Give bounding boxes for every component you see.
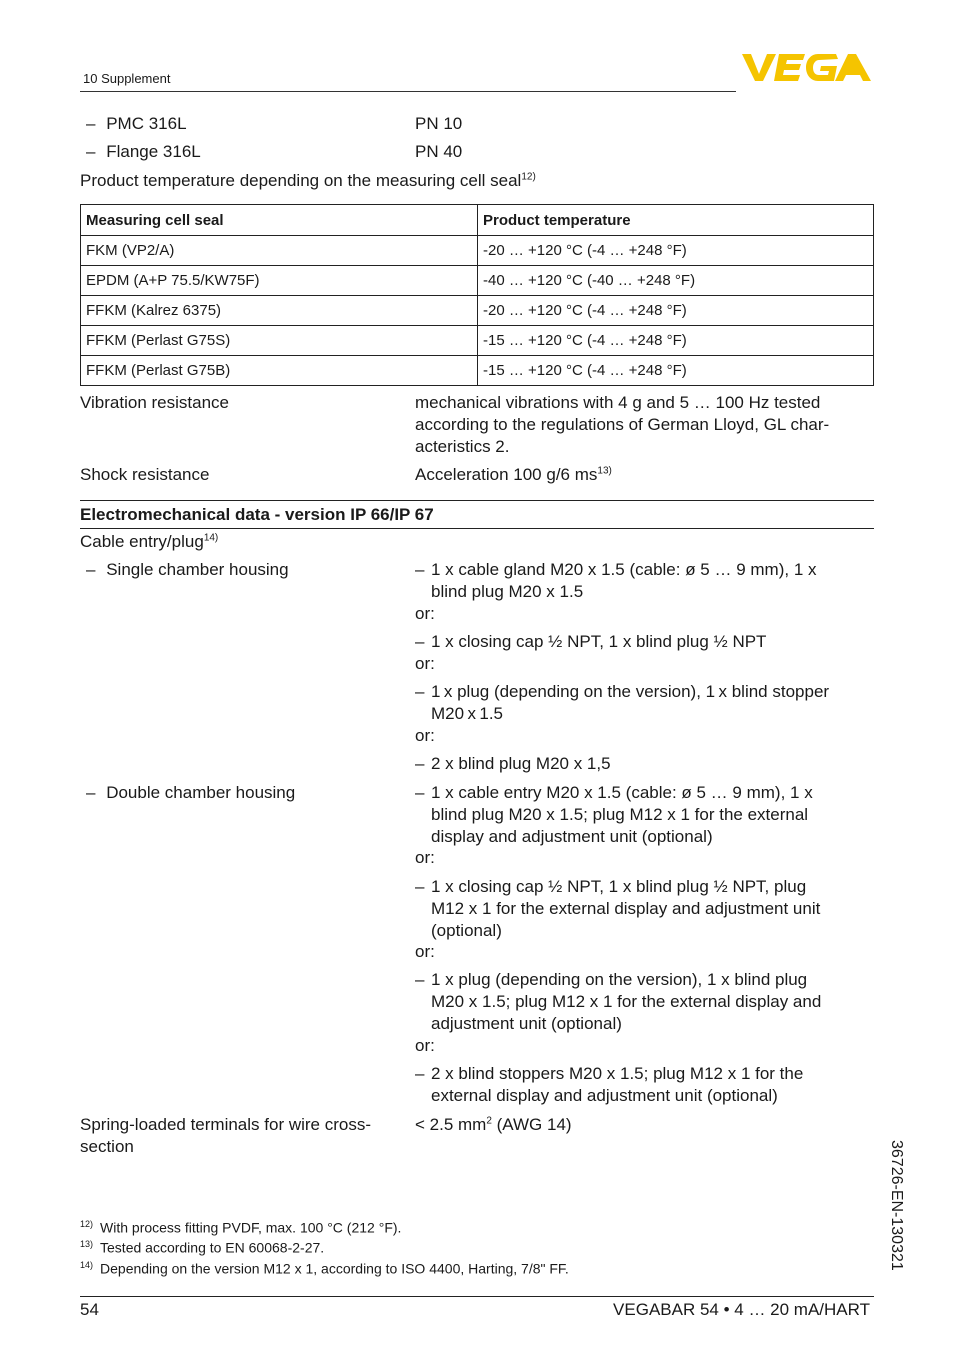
or-separator: or: [415,726,435,745]
footnote-text: With process fitting PVDF, max. 100 °C (212 °F). [100,1219,402,1236]
double-chamber-text: Double chamber housing [106,783,296,802]
footnote-number: 13) [80,1239,94,1249]
material-value: PN 10 [415,114,463,133]
material-value: PN 40 [415,142,463,161]
list-item [415,969,875,1035]
single-chamber-text: Single chamber housing [106,560,289,579]
item-line: blind plug M20 x 1.5 [431,582,584,601]
dash: – [415,1064,425,1083]
superscript: 2 [486,1115,492,1127]
or-separator: or: [415,654,435,673]
seal-temperature-table [80,204,874,386]
terminals-value-suffix: (AWG 14) [491,1115,572,1134]
dash: – [86,560,96,579]
list-item [415,681,875,725]
material-label: Flange 316L [106,142,201,161]
item-line: (optional) [431,921,502,940]
dash: – [86,783,96,802]
list-item [415,782,875,848]
list-item [415,753,875,775]
vibration-line: acteristics 2. [415,437,510,456]
item-line: 1 x plug (depending on the version), 1 x blind plug [431,970,808,989]
item-line: 1 x closing cap ½ NPT, 1 x blind plug ½ NPT [431,632,767,651]
cell-seal: FFKM (Perlast G75S) [81,326,478,356]
cell-seal: FKM (VP2/A) [81,236,478,266]
or-separator: or: [415,1036,435,1055]
shock-value [415,464,612,486]
cell-seal: EPDM (A+P 75.5/KW75F) [81,266,478,296]
single-chamber-label [86,559,289,581]
item-line: 2 x blind plug M20 x 1,5 [431,754,611,773]
item-line: M20 x 1.5; plug M12 x 1 for the external display and [431,992,822,1011]
item-line: M12 x 1 for the external display and adjustment unit [431,899,821,918]
section-header: 10 Supplement [83,71,171,86]
cell-seal: FFKM (Kalrez 6375) [81,296,478,326]
list-item [415,876,875,942]
temp-heading-text: Product temperature depending on the measuring cell seal [80,171,522,190]
product-name: VEGABAR 54 • 4 … 20 mA/HART [613,1300,870,1319]
vibration-line: mechanical vibrations with 4 g and 5 … 100 Hz tested [415,393,821,412]
cell-temp: -40 … +120 °C (-40 … +248 °F) [478,266,874,296]
double-chamber-label [86,782,295,804]
cell-temp: -15 … +120 °C (-4 … +248 °F) [478,356,874,386]
item-line: 1 x cable entry M20 x 1.5 (cable: ø 5 … 9 mm), 1 x [431,783,813,802]
dash: – [415,754,425,773]
table-row [81,266,874,296]
or-separator: or: [415,604,435,623]
or-separator: or: [415,942,435,961]
dash: – [86,114,96,133]
dash: – [415,783,425,802]
shock-label: Shock resistance [80,465,210,484]
list-item [415,559,875,603]
item-line: 1 x plug (depending on the version), 1 x blind stopper [431,682,830,701]
item-line: 1 x closing cap ½ NPT, 1 x blind plug ½ NPT, plug [431,877,807,896]
footnote-ref: 13) [597,465,612,477]
column-header: Measuring cell seal [81,205,478,236]
item-line: 2 x blind stoppers M20 x 1.5; plug M12 x 1 for the [431,1064,804,1083]
dash: – [415,877,425,896]
dash: – [415,560,425,579]
item-line: M20 x 1.5 [431,704,504,723]
footnote-number: 12) [80,1219,94,1229]
terminals-label-line: section [80,1137,134,1156]
material-label: PMC 316L [106,114,187,133]
vibration-label: Vibration resistance [80,393,229,412]
cell-temp: -20 … +120 °C (-4 … +248 °F) [478,236,874,266]
footnote-ref: 14) [203,532,219,544]
header-rule [80,91,736,92]
footer-rule [80,1296,874,1297]
item-line: 1 x cable gland M20 x 1.5 (cable: ø 5 … 9 mm), 1 x [431,560,817,579]
cable-label [80,531,218,553]
or-separator: or: [415,848,435,867]
material-row-2 [86,141,201,163]
dash: – [415,632,425,651]
cable-label-text: Cable entry/plug [80,532,204,551]
column-header: Product temperature [478,205,874,236]
table-row [81,296,874,326]
footnote-number: 14) [80,1260,94,1270]
section-rule-bottom [80,528,874,529]
dash: – [415,970,425,989]
table-row [81,236,874,266]
section-rule-top [80,500,874,501]
item-line: blind plug M20 x 1.5; plug M12 x 1 for the external [431,805,809,824]
table-row [81,356,874,386]
dash: – [86,142,96,161]
dash: – [415,682,425,701]
vega-logo [742,50,872,89]
cell-temp: -20 … +120 °C (-4 … +248 °F) [478,296,874,326]
terminals-label-line: Spring-loaded terminals for wire cross- [80,1115,371,1134]
table-header-row [81,205,874,236]
item-line: external display and adjustment unit (optional) [431,1086,778,1105]
footnote-ref: 12) [521,171,536,183]
shock-value-text: Acceleration 100 g/6 ms [415,465,598,484]
cell-temp: -15 … +120 °C (-4 … +248 °F) [478,326,874,356]
footnote-text: Depending on the version M12 x 1, according to ISO 4400, Harting, 7/8" FF. [100,1260,569,1277]
footnote [80,1256,569,1278]
list-item [415,1063,875,1107]
cell-seal: FFKM (Perlast G75B) [81,356,478,386]
footnote [80,1235,324,1257]
terminals-label [80,1114,400,1158]
table-row [81,326,874,356]
temp-heading [80,170,536,192]
page-number: 54 [80,1300,99,1319]
document-code: 36726-EN-130321 [888,1140,905,1271]
vibration-value [415,392,875,458]
footnote [80,1215,401,1237]
section-title: Electromechanical data - version IP 66/IP 67 [80,505,434,524]
material-row-1 [86,113,187,135]
vibration-line: according to the regulations of German Lloyd, GL char- [415,415,830,434]
terminals-value-text: < 2.5 mm [415,1115,487,1134]
terminals-value [415,1114,572,1136]
footnote-text: Tested according to EN 60068-2-27. [100,1239,325,1256]
list-item [415,631,875,653]
item-line: adjustment unit (optional) [431,1014,622,1033]
item-line: display and adjustment unit (optional) [431,827,713,846]
